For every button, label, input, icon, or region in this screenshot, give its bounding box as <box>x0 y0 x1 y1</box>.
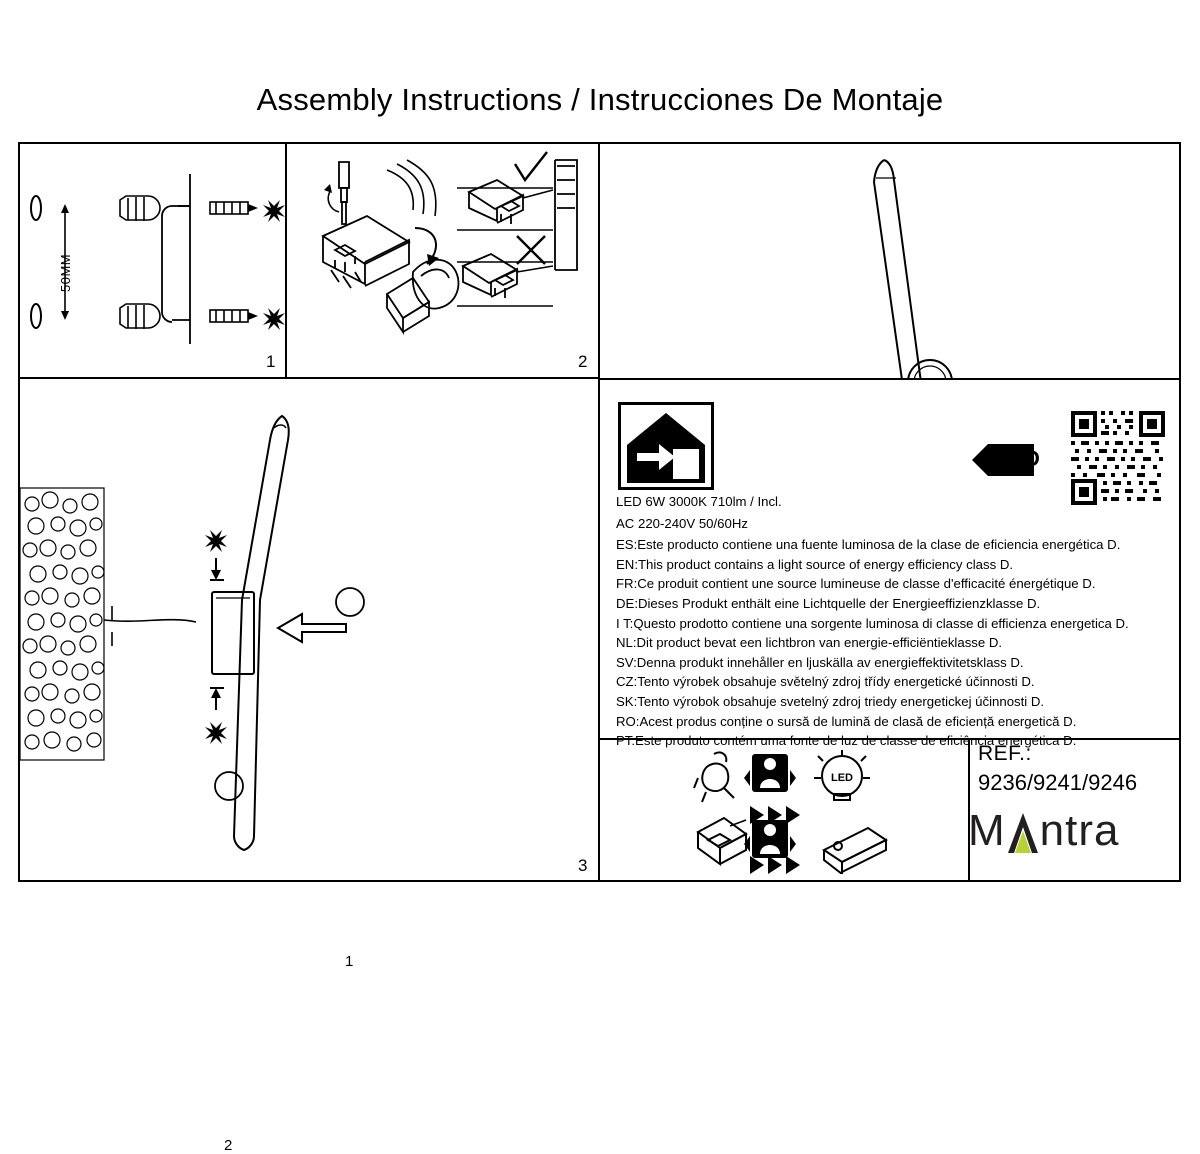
panel-number-1: 1 <box>266 352 276 371</box>
energy-statement-sk: SK:Tento výrobok obsahuje svetelný zdroj triedy energetickej účinnosti D. <box>616 693 1045 709</box>
lamp-render <box>600 144 1181 378</box>
panel-step-2 <box>287 144 598 376</box>
energy-statement-nl: NL:Dit product bevat een lichtbron van energie-efficiëntieklasse D. <box>616 635 1003 651</box>
energy-class-pointer <box>972 442 1058 478</box>
brand-accent-icon <box>1006 807 1040 851</box>
reference-block <box>978 742 1178 796</box>
energy-statement-cz: CZ:Tento výrobek obsahuje světelný zdroj třídy energetické účinnosti D. <box>616 674 1035 690</box>
panel-step-3 <box>20 380 598 1154</box>
divider-lamp-info <box>598 378 1181 380</box>
step-3-drawing <box>20 380 598 880</box>
svg-text:LED: LED <box>831 772 853 784</box>
spec-line-2: AC 220-240V 50/60Hz <box>616 515 748 531</box>
panel-number-2: 2 <box>578 352 588 371</box>
brand-name-after: ntra <box>1039 806 1120 855</box>
panel-step-1 <box>20 144 285 376</box>
divider-row1 <box>18 377 600 379</box>
brand-name-before: M <box>968 806 1006 855</box>
energy-house-icon <box>618 402 714 490</box>
energy-class-letter: D <box>1024 446 1040 471</box>
energy-statement-it: I T:Questo prodotto contiene una sorgente luminosa di classe di efficienza energetica D. <box>616 615 1129 631</box>
energy-statement-fr: FR:Ce produit contient une source lumineuse de classe d'efficacité énergétique D. <box>616 576 1096 592</box>
energy-statement-de: DE:Dieses Produkt enthält eine Lichtquelle der Energieeffizienzklasse D. <box>616 595 1041 611</box>
callout-1: 1 <box>345 953 354 970</box>
spec-line-1: LED 6W 3000K 710lm / Incl. <box>616 494 782 509</box>
energy-statement-ro: RO:Acest produs conține o sursă de lumină de clasă de eficiență energetică D. <box>616 713 1077 729</box>
maintenance-icons <box>690 748 940 874</box>
reference-label: REF.: <box>978 742 1032 765</box>
panel-number-3: 3 <box>578 856 588 875</box>
product-illustration <box>600 144 1181 378</box>
callout-2: 2 <box>224 1137 233 1154</box>
step-2-drawing <box>287 144 598 376</box>
page-title: Assembly Instructions / Instrucciones De Montaje <box>256 82 944 117</box>
dimension-label-50mm: 50MM <box>58 253 73 292</box>
brand-logo <box>968 800 1183 862</box>
reference-value: 9236/9241/9246 <box>978 770 1138 795</box>
energy-statement-es: ES:Este producto contiene una fuente luminosa de la clase de eficiencia energética D. <box>616 537 1121 553</box>
energy-statement-en: EN:This product contains a light source of energy efficiency class D. <box>616 556 1014 572</box>
energy-statement-sv: SV:Denna produkt innehåller en ljuskälla av energieffektivitetsklass D. <box>616 654 1024 670</box>
product-specifications <box>616 492 1176 751</box>
energy-statement-pt: PT:Este produto contém uma fonte de luz de classe de eficiência energética D. <box>616 733 1077 749</box>
